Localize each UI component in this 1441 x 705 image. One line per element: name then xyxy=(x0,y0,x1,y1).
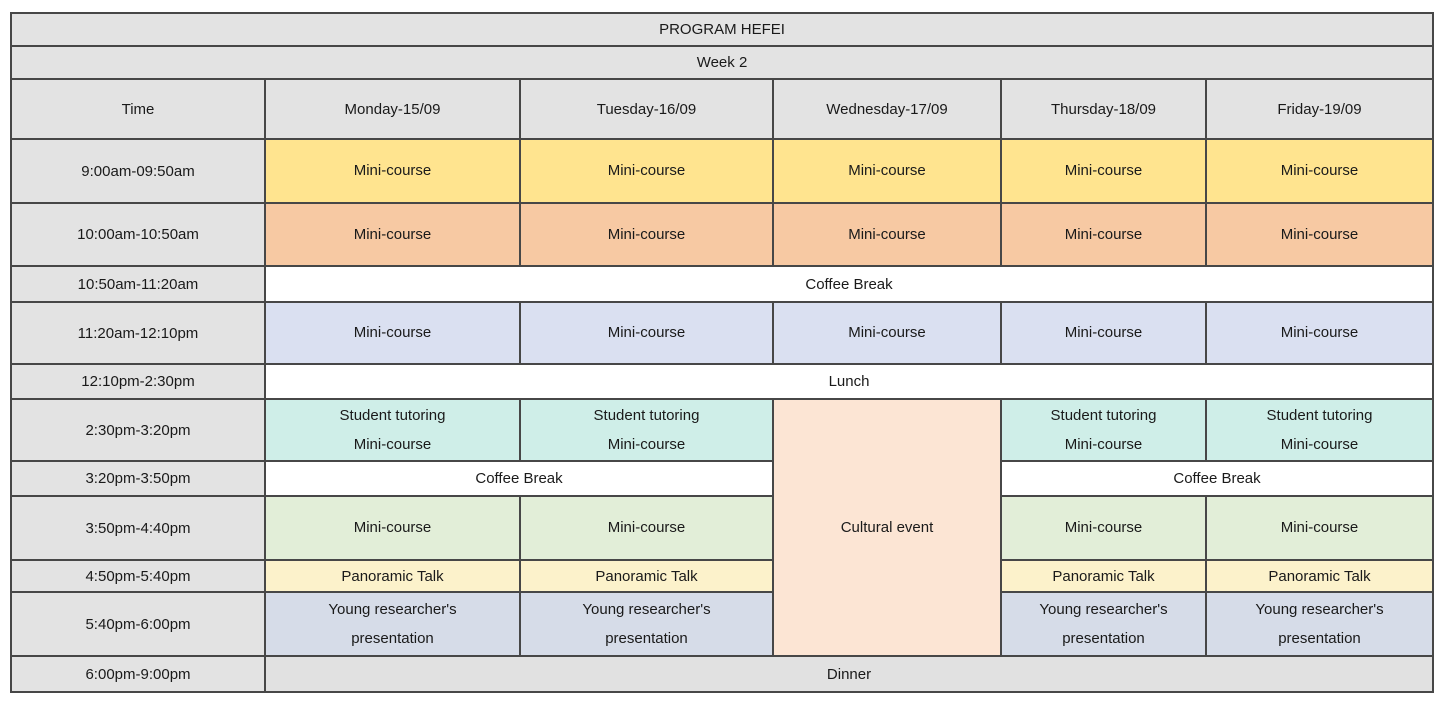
event-cell: Mini-course xyxy=(1001,496,1206,560)
event-cell: Mini-course xyxy=(520,496,773,560)
event-cell xyxy=(520,592,773,656)
event-line: Student tutoring xyxy=(1050,407,1157,424)
event-cell: Mini-course xyxy=(1001,139,1206,203)
lunch-cell: Lunch xyxy=(265,364,1433,399)
event-line: Young researcher's xyxy=(1039,601,1168,618)
event-line: Young researcher's xyxy=(1255,601,1384,618)
week-label: Week 2 xyxy=(11,46,1433,79)
event-line: presentation xyxy=(1062,630,1145,647)
col-header-friday: Friday-19/09 xyxy=(1206,79,1433,139)
program-title: PROGRAM HEFEI xyxy=(11,13,1433,46)
event-line: Mini-course xyxy=(1064,436,1143,453)
event-cell: Mini-course xyxy=(265,139,520,203)
event-line: presentation xyxy=(351,630,434,647)
event-cell: Mini-course xyxy=(1206,139,1433,203)
event-cell: Mini-course xyxy=(520,139,773,203)
dinner-cell: Dinner xyxy=(265,656,1433,692)
event-cell: Mini-course xyxy=(265,496,520,560)
event-line: Student tutoring xyxy=(593,407,700,424)
event-cell: Mini-course xyxy=(773,302,1001,364)
event-line: presentation xyxy=(605,630,688,647)
col-header-wednesday: Wednesday-17/09 xyxy=(773,79,1001,139)
event-cell: Mini-course xyxy=(773,203,1001,266)
time-cell: 9:00am-09:50am xyxy=(11,139,265,203)
event-cell xyxy=(1206,592,1433,656)
time-cell: 11:20am-12:10pm xyxy=(11,302,265,364)
event-cell: Mini-course xyxy=(520,203,773,266)
coffee-break-cell: Coffee Break xyxy=(1001,461,1433,496)
time-cell: 10:50am-11:20am xyxy=(11,266,265,302)
event-line: Young researcher's xyxy=(328,601,457,618)
time-cell: 2:30pm-3:20pm xyxy=(11,399,265,461)
event-cell: Mini-course xyxy=(265,302,520,364)
coffee-break-cell: Coffee Break xyxy=(265,266,1433,302)
col-header-thursday: Thursday-18/09 xyxy=(1001,79,1206,139)
time-cell: 3:20pm-3:50pm xyxy=(11,461,265,496)
event-line: Young researcher's xyxy=(582,601,711,618)
event-cell: Mini-course xyxy=(1206,203,1433,266)
event-line: Student tutoring xyxy=(1266,407,1373,424)
event-line: Mini-course xyxy=(607,436,686,453)
col-header-time: Time xyxy=(11,79,265,139)
time-cell: 5:40pm-6:00pm xyxy=(11,592,265,656)
time-cell: 4:50pm-5:40pm xyxy=(11,560,265,592)
event-cell xyxy=(265,592,520,656)
event-cell xyxy=(1001,592,1206,656)
time-cell: 12:10pm-2:30pm xyxy=(11,364,265,399)
event-line: presentation xyxy=(1278,630,1361,647)
event-line: Mini-course xyxy=(353,436,432,453)
event-cell xyxy=(1206,399,1433,461)
cultural-event-cell: Cultural event xyxy=(773,399,1001,656)
time-cell: 3:50pm-4:40pm xyxy=(11,496,265,560)
event-cell: Mini-course xyxy=(1001,203,1206,266)
event-cell: Mini-course xyxy=(1001,302,1206,364)
event-cell: Mini-course xyxy=(1206,302,1433,364)
event-cell xyxy=(520,399,773,461)
event-line: Mini-course xyxy=(1280,436,1359,453)
event-line: Student tutoring xyxy=(339,407,446,424)
event-cell: Mini-course xyxy=(773,139,1001,203)
event-cell: Mini-course xyxy=(265,203,520,266)
time-cell: 6:00pm-9:00pm xyxy=(11,656,265,692)
event-cell: Panoramic Talk xyxy=(1206,560,1433,592)
time-cell: 10:00am-10:50am xyxy=(11,203,265,266)
col-header-monday: Monday-15/09 xyxy=(265,79,520,139)
event-cell: Panoramic Talk xyxy=(520,560,773,592)
coffee-break-cell: Coffee Break xyxy=(265,461,773,496)
event-cell xyxy=(1001,399,1206,461)
col-header-tuesday: Tuesday-16/09 xyxy=(520,79,773,139)
event-cell xyxy=(265,399,520,461)
schedule-table xyxy=(10,12,1434,693)
event-cell: Panoramic Talk xyxy=(265,560,520,592)
event-cell: Mini-course xyxy=(1206,496,1433,560)
event-cell: Panoramic Talk xyxy=(1001,560,1206,592)
event-cell: Mini-course xyxy=(520,302,773,364)
